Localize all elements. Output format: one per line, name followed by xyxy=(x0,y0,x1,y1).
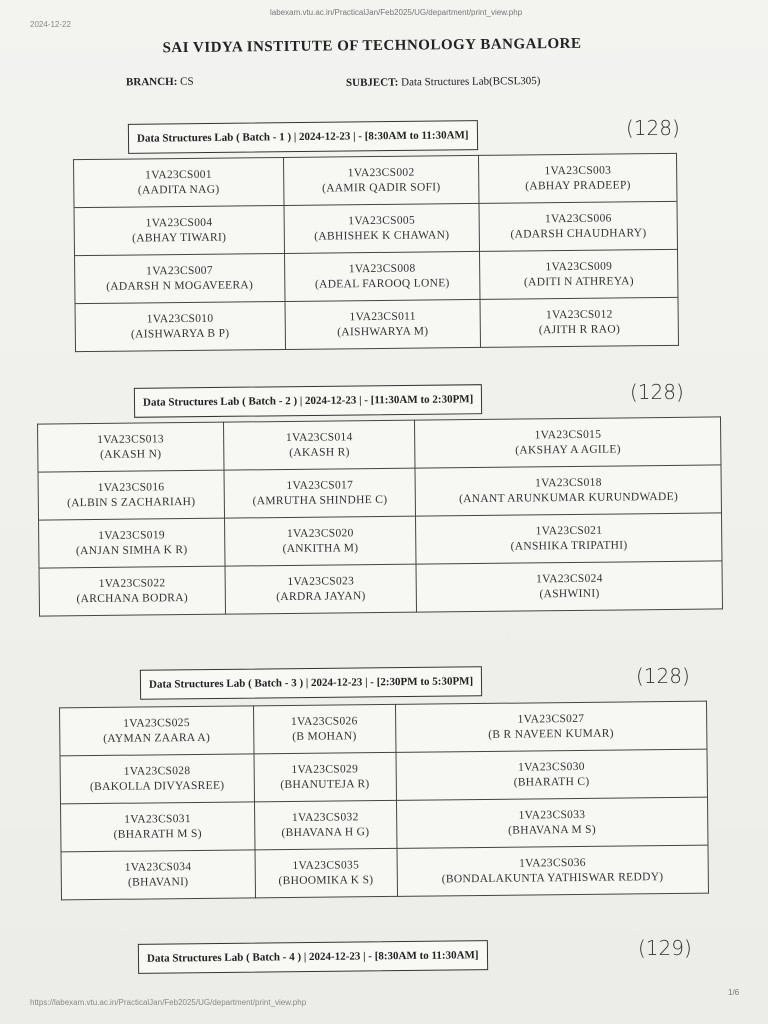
student-name: (AISHWARYA M) xyxy=(337,324,429,338)
student-name: (BAKOLLA DIVYASREE) xyxy=(89,779,225,793)
footer-url: https://labexam.vtu.ac.in/PracticalJan/Feb2025/UG/department/print_view.php xyxy=(30,998,307,1007)
student-name: (AISHWARYA B P) xyxy=(130,327,230,341)
student-usn: 1VA23CS003 xyxy=(544,164,612,177)
branch-value: CS xyxy=(180,75,194,88)
subject-label: SUBJECT: xyxy=(345,76,399,90)
student-usn: 1VA23CS008 xyxy=(348,262,416,275)
table-row xyxy=(38,417,721,472)
student-name: (AADITA NAG) xyxy=(137,183,220,196)
print-date: 2024-12-22 xyxy=(30,20,71,29)
student-usn: 1VA23CS001 xyxy=(145,168,212,181)
student-usn: 1VA23CS029 xyxy=(291,762,359,776)
student-usn: 1VA23CS036 xyxy=(519,856,586,870)
student-cell xyxy=(39,518,225,568)
student-cell xyxy=(480,297,678,347)
student-name: (BHARATH C) xyxy=(513,775,590,789)
table-row xyxy=(61,845,708,900)
batch-3-count: (128) xyxy=(636,664,690,688)
student-usn: 1VA23CS002 xyxy=(347,166,415,179)
student-cell xyxy=(283,155,479,205)
student-cell xyxy=(75,301,285,351)
student-cell xyxy=(396,749,708,800)
student-name: (AMRUTHA SHINDHE C) xyxy=(252,493,388,507)
table-row xyxy=(39,561,722,616)
student-name: (BHAVANA H G) xyxy=(281,825,370,839)
student-name: (BONDALAKUNTA YATHISWAR REDDY) xyxy=(441,870,664,885)
student-cell xyxy=(74,205,284,255)
student-usn: 1VA23CS022 xyxy=(98,576,166,590)
student-name: (AAMIR QADIR SOFI) xyxy=(321,180,441,195)
branch-info xyxy=(126,76,194,89)
student-cell xyxy=(254,752,396,801)
student-cell xyxy=(38,470,224,520)
student-cell xyxy=(416,513,722,564)
institute-title: SAI VIDYA INSTITUTE OF TECHNOLOGY BANGALORE xyxy=(162,35,582,57)
student-usn: 1VA23CS016 xyxy=(97,480,165,494)
student-cell xyxy=(253,704,395,753)
student-usn: 1VA23CS006 xyxy=(544,212,612,225)
student-cell xyxy=(61,802,255,852)
student-usn: 1VA23CS015 xyxy=(534,428,602,441)
student-usn: 1VA23CS020 xyxy=(286,526,354,540)
student-usn: 1VA23CS030 xyxy=(518,760,585,774)
student-name: (BHANUTEJA R) xyxy=(280,777,370,791)
student-cell xyxy=(223,420,415,470)
student-usn: 1VA23CS023 xyxy=(287,574,355,588)
student-usn: 1VA23CS034 xyxy=(124,860,192,874)
student-cell xyxy=(225,564,417,614)
student-name: (ARCHANA BODRA) xyxy=(76,591,189,605)
student-name: (AKSHAY A AGILE) xyxy=(515,442,621,457)
student-cell xyxy=(75,253,285,303)
table-row xyxy=(75,297,678,351)
student-cell xyxy=(284,251,480,301)
student-cell xyxy=(61,850,255,900)
table-row xyxy=(74,201,677,255)
student-usn: 1VA23CS010 xyxy=(146,312,214,325)
batch-1-table xyxy=(73,153,679,352)
student-usn: 1VA23CS019 xyxy=(98,528,165,542)
student-cell xyxy=(415,417,721,468)
table-row xyxy=(38,465,721,520)
student-name: (AJITH R RAO) xyxy=(538,322,621,336)
student-name: (BHAVANA M S) xyxy=(508,823,597,837)
batch-2-header: Data Structures Lab ( Batch - 2 ) | 2024-12-23 | - [11:30AM to 2:30PM] xyxy=(134,384,483,418)
student-cell xyxy=(479,153,677,203)
student-usn: 1VA23CS032 xyxy=(291,810,359,824)
batch-4-header: Data Structures Lab ( Batch - 4 ) | 2024-12-23 | - [8:30AM to 11:30AM] xyxy=(138,940,488,974)
student-usn: 1VA23CS031 xyxy=(124,812,191,826)
student-cell xyxy=(224,468,416,518)
student-usn: 1VA23CS004 xyxy=(145,216,213,229)
student-name: (ADARSH N MOGAVEERA) xyxy=(106,278,254,293)
student-usn: 1VA23CS007 xyxy=(146,264,213,277)
student-cell xyxy=(480,249,678,299)
table-row xyxy=(60,701,707,756)
student-usn: 1VA23CS028 xyxy=(123,764,191,778)
table-row xyxy=(61,797,708,852)
subject-info xyxy=(346,75,541,89)
student-cell xyxy=(255,848,397,897)
batch-4-count: (129) xyxy=(638,936,692,960)
student-cell xyxy=(39,566,225,616)
student-usn: 1VA23CS005 xyxy=(348,214,416,227)
student-cell xyxy=(74,157,284,207)
student-cell xyxy=(416,561,722,612)
student-name: (B MOHAN) xyxy=(292,729,357,743)
student-usn: 1VA23CS014 xyxy=(285,430,353,444)
student-name: (ADARSH CHAUDHARY) xyxy=(510,226,647,241)
student-name: (ANKITHA M) xyxy=(282,541,359,555)
student-cell xyxy=(479,201,677,251)
student-cell xyxy=(395,701,707,752)
student-usn: 1VA23CS026 xyxy=(290,714,358,728)
student-usn: 1VA23CS033 xyxy=(518,808,586,822)
student-name: (ADEAL FAROOQ LONE) xyxy=(314,276,450,291)
subject-value: Data Structures Lab(BCSL305) xyxy=(401,74,541,89)
student-usn: 1VA23CS035 xyxy=(292,858,360,872)
batch-3-table xyxy=(59,701,709,901)
table-row xyxy=(74,153,677,207)
table-row xyxy=(39,513,722,568)
batch-1-header: Data Structures Lab ( Batch - 1 ) | 2024-12-23 | - [8:30AM to 11:30AM] xyxy=(128,120,478,154)
student-usn: 1VA23CS013 xyxy=(97,432,164,446)
student-name: (ALBIN S ZACHARIAH) xyxy=(66,495,196,509)
student-name: (BHAVANI) xyxy=(127,875,189,889)
student-cell xyxy=(60,754,254,804)
student-cell xyxy=(396,797,708,848)
student-name: (ABHISHEK K CHAWAN) xyxy=(314,228,450,243)
student-cell xyxy=(38,422,224,472)
student-cell xyxy=(397,845,709,896)
student-usn: 1VA23CS009 xyxy=(545,260,613,273)
table-row xyxy=(75,249,678,303)
student-name: (AKASH N) xyxy=(100,447,162,461)
student-name: (ABHAY TIWARI) xyxy=(131,231,227,245)
student-name: (ASHWINI) xyxy=(539,587,600,600)
student-cell xyxy=(60,706,254,756)
table-row xyxy=(60,749,707,804)
student-cell xyxy=(254,800,396,849)
branch-label: BRANCH: xyxy=(125,75,178,89)
print-url: labexam.vtu.ac.in/PracticalJan/Feb2025/UG/department/print_view.php xyxy=(270,8,523,17)
student-usn: 1VA23CS021 xyxy=(535,524,603,537)
page-number: 1/6 xyxy=(728,988,740,997)
student-name: (ANANT ARUNKUMAR KURUNDWADE) xyxy=(458,490,679,505)
student-cell xyxy=(285,299,481,349)
student-usn: 1VA23CS017 xyxy=(286,478,354,492)
student-usn: 1VA23CS027 xyxy=(517,712,585,726)
student-name: (AKASH R) xyxy=(289,445,350,459)
student-name: (BHARATH M S) xyxy=(113,827,202,841)
student-name: (ARDRA JAYAN) xyxy=(276,589,366,603)
student-name: (BHOOMIKA K S) xyxy=(278,873,374,887)
batch-2-table xyxy=(37,416,723,616)
student-name: (ADITI N ATHREYA) xyxy=(523,274,634,288)
batch-3-header: Data Structures Lab ( Batch - 3 ) | 2024-12-23 | - [2:30PM to 5:30PM] xyxy=(140,666,482,700)
student-cell xyxy=(284,203,480,253)
student-name: (B R NAVEEN KUMAR) xyxy=(488,727,614,741)
student-name: (ANJAN SIMHA K R) xyxy=(75,543,188,557)
student-cell xyxy=(415,465,721,516)
batch-1-count: (128) xyxy=(626,116,680,140)
student-cell xyxy=(224,516,416,566)
student-usn: 1VA23CS011 xyxy=(349,310,416,323)
student-usn: 1VA23CS024 xyxy=(535,572,603,585)
batch-2-count: (128) xyxy=(630,380,684,404)
student-usn: 1VA23CS025 xyxy=(123,716,190,730)
student-name: (AYMAN ZAARA A) xyxy=(103,731,211,745)
student-name: (ANSHIKA TRIPATHI) xyxy=(510,538,628,553)
student-name: (ABHAY PRADEEP) xyxy=(525,178,631,192)
student-usn: 1VA23CS012 xyxy=(545,308,613,321)
student-usn: 1VA23CS018 xyxy=(534,476,602,489)
